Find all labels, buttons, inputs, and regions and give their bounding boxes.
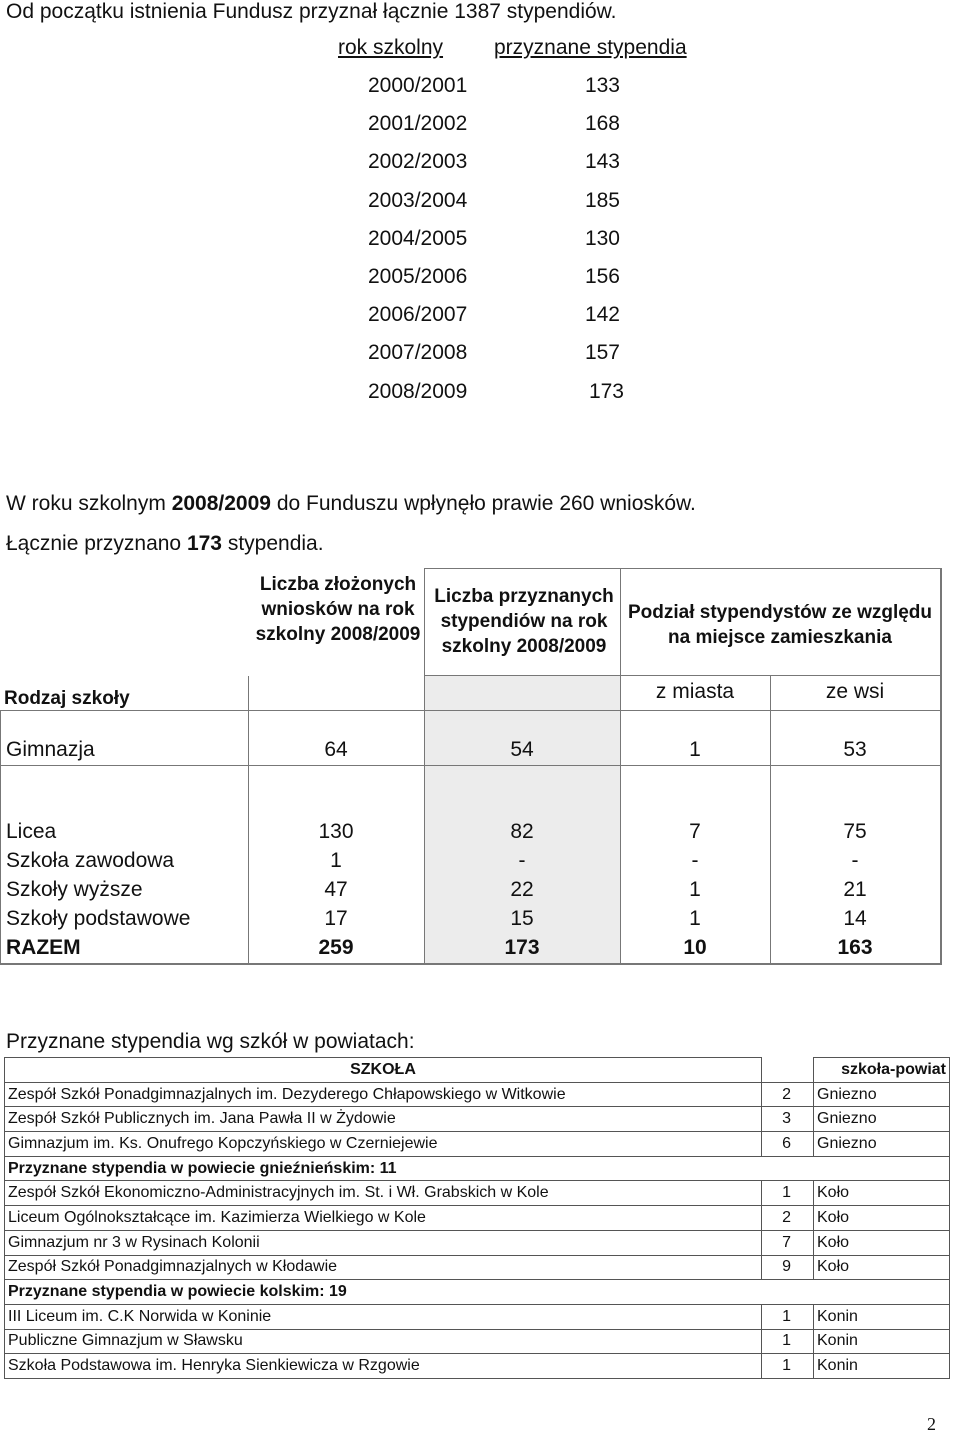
schools-title: Przyznane stypendia wg szkół w powiatach: bbox=[6, 1030, 415, 1053]
year-cell: 2001/2002 bbox=[368, 112, 468, 136]
school-powiat: Konin bbox=[814, 1304, 950, 1329]
count-cell: 143 bbox=[584, 150, 620, 174]
school-powiat: Koło bbox=[814, 1181, 950, 1206]
summary-cell-apps: 1 bbox=[330, 849, 342, 872]
count-cell: 157 bbox=[584, 341, 620, 365]
powiat-summary-text: Przyznane stypendia w powiecie gnieźnieńskim: 11 bbox=[5, 1156, 950, 1181]
school-powiat: Konin bbox=[814, 1329, 950, 1354]
school-row bbox=[5, 1107, 950, 1132]
school-powiat: Gniezno bbox=[814, 1107, 950, 1132]
count-cell: 130 bbox=[584, 226, 620, 250]
school-row bbox=[5, 1304, 950, 1329]
school-count: 1 bbox=[762, 1181, 814, 1206]
school-row bbox=[5, 1132, 950, 1157]
school-powiat: Gniezno bbox=[814, 1082, 950, 1107]
school-name: Gimnazjum im. Ks. Onufrego Kopczyńskiego w Czerniejewie bbox=[5, 1132, 762, 1157]
summary-cell-village: 14 bbox=[843, 907, 867, 930]
summary-table bbox=[0, 568, 942, 964]
header-powiat: szkoła-powiat bbox=[814, 1058, 950, 1083]
school-row bbox=[5, 1354, 950, 1379]
powiat-summary-row bbox=[5, 1156, 950, 1181]
table-border-right bbox=[940, 568, 942, 965]
summary-cell-granted: 173 bbox=[504, 936, 540, 959]
header-city: z miasta bbox=[655, 680, 735, 703]
year-cell: 2004/2005 bbox=[368, 226, 468, 250]
para2-text-c: stypendia. bbox=[222, 532, 324, 555]
summary-cell-granted: - bbox=[518, 849, 526, 872]
summary-cell-village: 21 bbox=[843, 878, 867, 901]
school-count: 9 bbox=[762, 1255, 814, 1280]
table-border-top bbox=[424, 568, 942, 569]
summary-cell-city: - bbox=[691, 849, 699, 872]
summary-cell-apps: 64 bbox=[324, 738, 348, 761]
school-count: 1 bbox=[762, 1354, 814, 1379]
summary-cell-type: Szkoła zawodowa bbox=[6, 849, 175, 872]
school-name: Publiczne Gimnazjum w Sławsku bbox=[5, 1329, 762, 1354]
school-name: III Liceum im. C.K Norwida w Koninie bbox=[5, 1304, 762, 1329]
school-powiat: Koło bbox=[814, 1206, 950, 1231]
school-name: Zespół Szkół Publicznych im. Jana Pawła II w Żydowie bbox=[5, 1107, 762, 1132]
para1-text-c: do Funduszu wpłynęło prawie 260 wniosków. bbox=[270, 492, 696, 515]
summary-cell-type: Licea bbox=[6, 820, 57, 843]
year-row bbox=[330, 341, 690, 369]
paragraph-applications bbox=[6, 492, 696, 516]
year-row bbox=[330, 112, 690, 140]
summary-cell-apps: 17 bbox=[324, 907, 348, 930]
year-cell: 2000/2001 bbox=[368, 74, 468, 97]
school-row bbox=[5, 1255, 950, 1280]
summary-cell-apps: 47 bbox=[324, 878, 348, 901]
summary-cell-apps: 130 bbox=[318, 820, 354, 843]
school-row bbox=[5, 1230, 950, 1255]
summary-cell-apps: 259 bbox=[318, 936, 354, 959]
school-count: 2 bbox=[762, 1082, 814, 1107]
summary-cell-granted: 22 bbox=[510, 878, 534, 901]
table-border-split-sub bbox=[620, 675, 942, 676]
summary-cell-city: 10 bbox=[683, 936, 707, 959]
school-row bbox=[5, 1206, 950, 1231]
school-row bbox=[5, 1181, 950, 1206]
year-row bbox=[330, 303, 690, 331]
year-cell: 2003/2004 bbox=[368, 188, 468, 212]
year-cell: 2005/2006 bbox=[368, 265, 468, 288]
summary-cell-city: 1 bbox=[689, 878, 701, 901]
school-count: 3 bbox=[762, 1107, 814, 1132]
summary-cell-city: 1 bbox=[689, 738, 701, 761]
school-count: 1 bbox=[762, 1329, 814, 1354]
paragraph-granted bbox=[6, 532, 324, 556]
summary-cell-granted: 54 bbox=[510, 738, 534, 761]
table-border-gimnazja-bottom bbox=[0, 765, 942, 766]
year-cell: 2002/2003 bbox=[368, 150, 468, 174]
school-row bbox=[5, 1082, 950, 1107]
summary-cell-village: 163 bbox=[837, 936, 873, 959]
year-cell: 2007/2008 bbox=[368, 341, 468, 365]
col-year-header: rok szkolny bbox=[338, 36, 444, 59]
table-border-header-bottom bbox=[0, 710, 942, 711]
header-blank bbox=[762, 1058, 814, 1083]
year-row bbox=[330, 150, 690, 178]
school-name: Szkoła Podstawowa im. Henryka Sienkiewicza w Rzgowie bbox=[5, 1354, 762, 1379]
summary-cell-village: - bbox=[851, 849, 859, 872]
summary-cell-city: 7 bbox=[689, 820, 701, 843]
count-cell: 185 bbox=[584, 188, 620, 212]
school-row bbox=[5, 1329, 950, 1354]
para2-total: 173 bbox=[186, 532, 222, 555]
para2-text-a: Łącznie przyznano bbox=[6, 532, 187, 555]
count-cell: 168 bbox=[584, 112, 620, 136]
count-cell: 133 bbox=[584, 74, 620, 97]
summary-cell-type: Gimnazja bbox=[6, 738, 95, 761]
table-border-col3 bbox=[620, 568, 621, 965]
school-count: 6 bbox=[762, 1132, 814, 1157]
years-table-header bbox=[330, 36, 690, 64]
schools-header-row bbox=[5, 1058, 950, 1083]
header-village: ze wsi bbox=[825, 680, 885, 703]
school-name: Zespół Szkół Ekonomiczno-Administracyjnych im. St. i Wł. Grabskich w Kole bbox=[5, 1181, 762, 1206]
school-powiat: Koło bbox=[814, 1255, 950, 1280]
para1-year: 2008/2009 bbox=[171, 492, 271, 515]
year-row bbox=[330, 380, 690, 408]
year-row bbox=[330, 227, 690, 255]
intro-text: Od początku istnienia Fundusz przyznał łącznie 1387 stypendiów. bbox=[6, 0, 617, 23]
school-powiat: Koło bbox=[814, 1230, 950, 1255]
summary-cell-granted: 15 bbox=[510, 907, 534, 930]
para1-text-a: W roku szkolnym bbox=[6, 492, 172, 515]
summary-cell-village: 53 bbox=[843, 738, 867, 761]
school-powiat: Konin bbox=[814, 1354, 950, 1379]
table-border-left bbox=[0, 710, 1, 964]
count-cell: 173 bbox=[588, 379, 624, 403]
header-school-type: Rodzaj szkoły bbox=[4, 688, 130, 709]
header-school: SZKOŁA bbox=[5, 1058, 762, 1083]
summary-cell-type: Szkoły wyższe bbox=[6, 878, 143, 901]
year-row bbox=[330, 189, 690, 217]
header-split: Podział stypendystów ze względu na miejsce zamieszkania bbox=[627, 602, 933, 648]
summary-cell-city: 1 bbox=[689, 907, 701, 930]
summary-cell-village: 75 bbox=[843, 820, 867, 843]
powiat-summary-text: Przyznane stypendia w powiecie kolskim: 19 bbox=[5, 1280, 950, 1305]
col-count-header: przyznane stypendia bbox=[494, 36, 687, 59]
school-count: 7 bbox=[762, 1230, 814, 1255]
school-count: 1 bbox=[762, 1304, 814, 1329]
school-count: 2 bbox=[762, 1206, 814, 1231]
year-row bbox=[330, 74, 690, 102]
year-row bbox=[330, 265, 690, 293]
school-powiat: Gniezno bbox=[814, 1132, 950, 1157]
table-border-bottom bbox=[0, 963, 942, 965]
powiat-summary-row bbox=[5, 1280, 950, 1305]
school-name: Liceum Ogólnokształcące im. Kazimierza Wielkiego w Kole bbox=[5, 1206, 762, 1231]
schools-table bbox=[4, 1057, 950, 1379]
summary-cell-type: Szkoły podstawowe bbox=[6, 907, 191, 930]
page-number: 2 bbox=[927, 1414, 936, 1434]
header-granted: Liczba przyznanych stypendiów na rok szkolny 2008/2009 bbox=[434, 586, 614, 657]
header-applications: Liczba złożonych wniosków na rok szkolny 2008/2009 bbox=[255, 574, 421, 645]
summary-cell-granted: 82 bbox=[510, 820, 534, 843]
count-cell: 156 bbox=[584, 265, 620, 288]
year-cell: 2006/2007 bbox=[368, 303, 468, 327]
school-name: Gimnazjum nr 3 w Rysinach Kolonii bbox=[5, 1230, 762, 1255]
table-border-granted-sub bbox=[424, 675, 620, 676]
summary-cell-type: RAZEM bbox=[6, 936, 81, 959]
school-name: Zespół Szkół Ponadgimnazjalnych w Kłodawie bbox=[5, 1255, 762, 1280]
year-cell: 2008/2009 bbox=[368, 379, 468, 403]
table-border-col2 bbox=[424, 568, 425, 965]
school-name: Zespół Szkół Ponadgimnazjalnych im. Dezyderego Chłapowskiego w Witkowie bbox=[5, 1082, 762, 1107]
count-cell: 142 bbox=[584, 303, 620, 327]
